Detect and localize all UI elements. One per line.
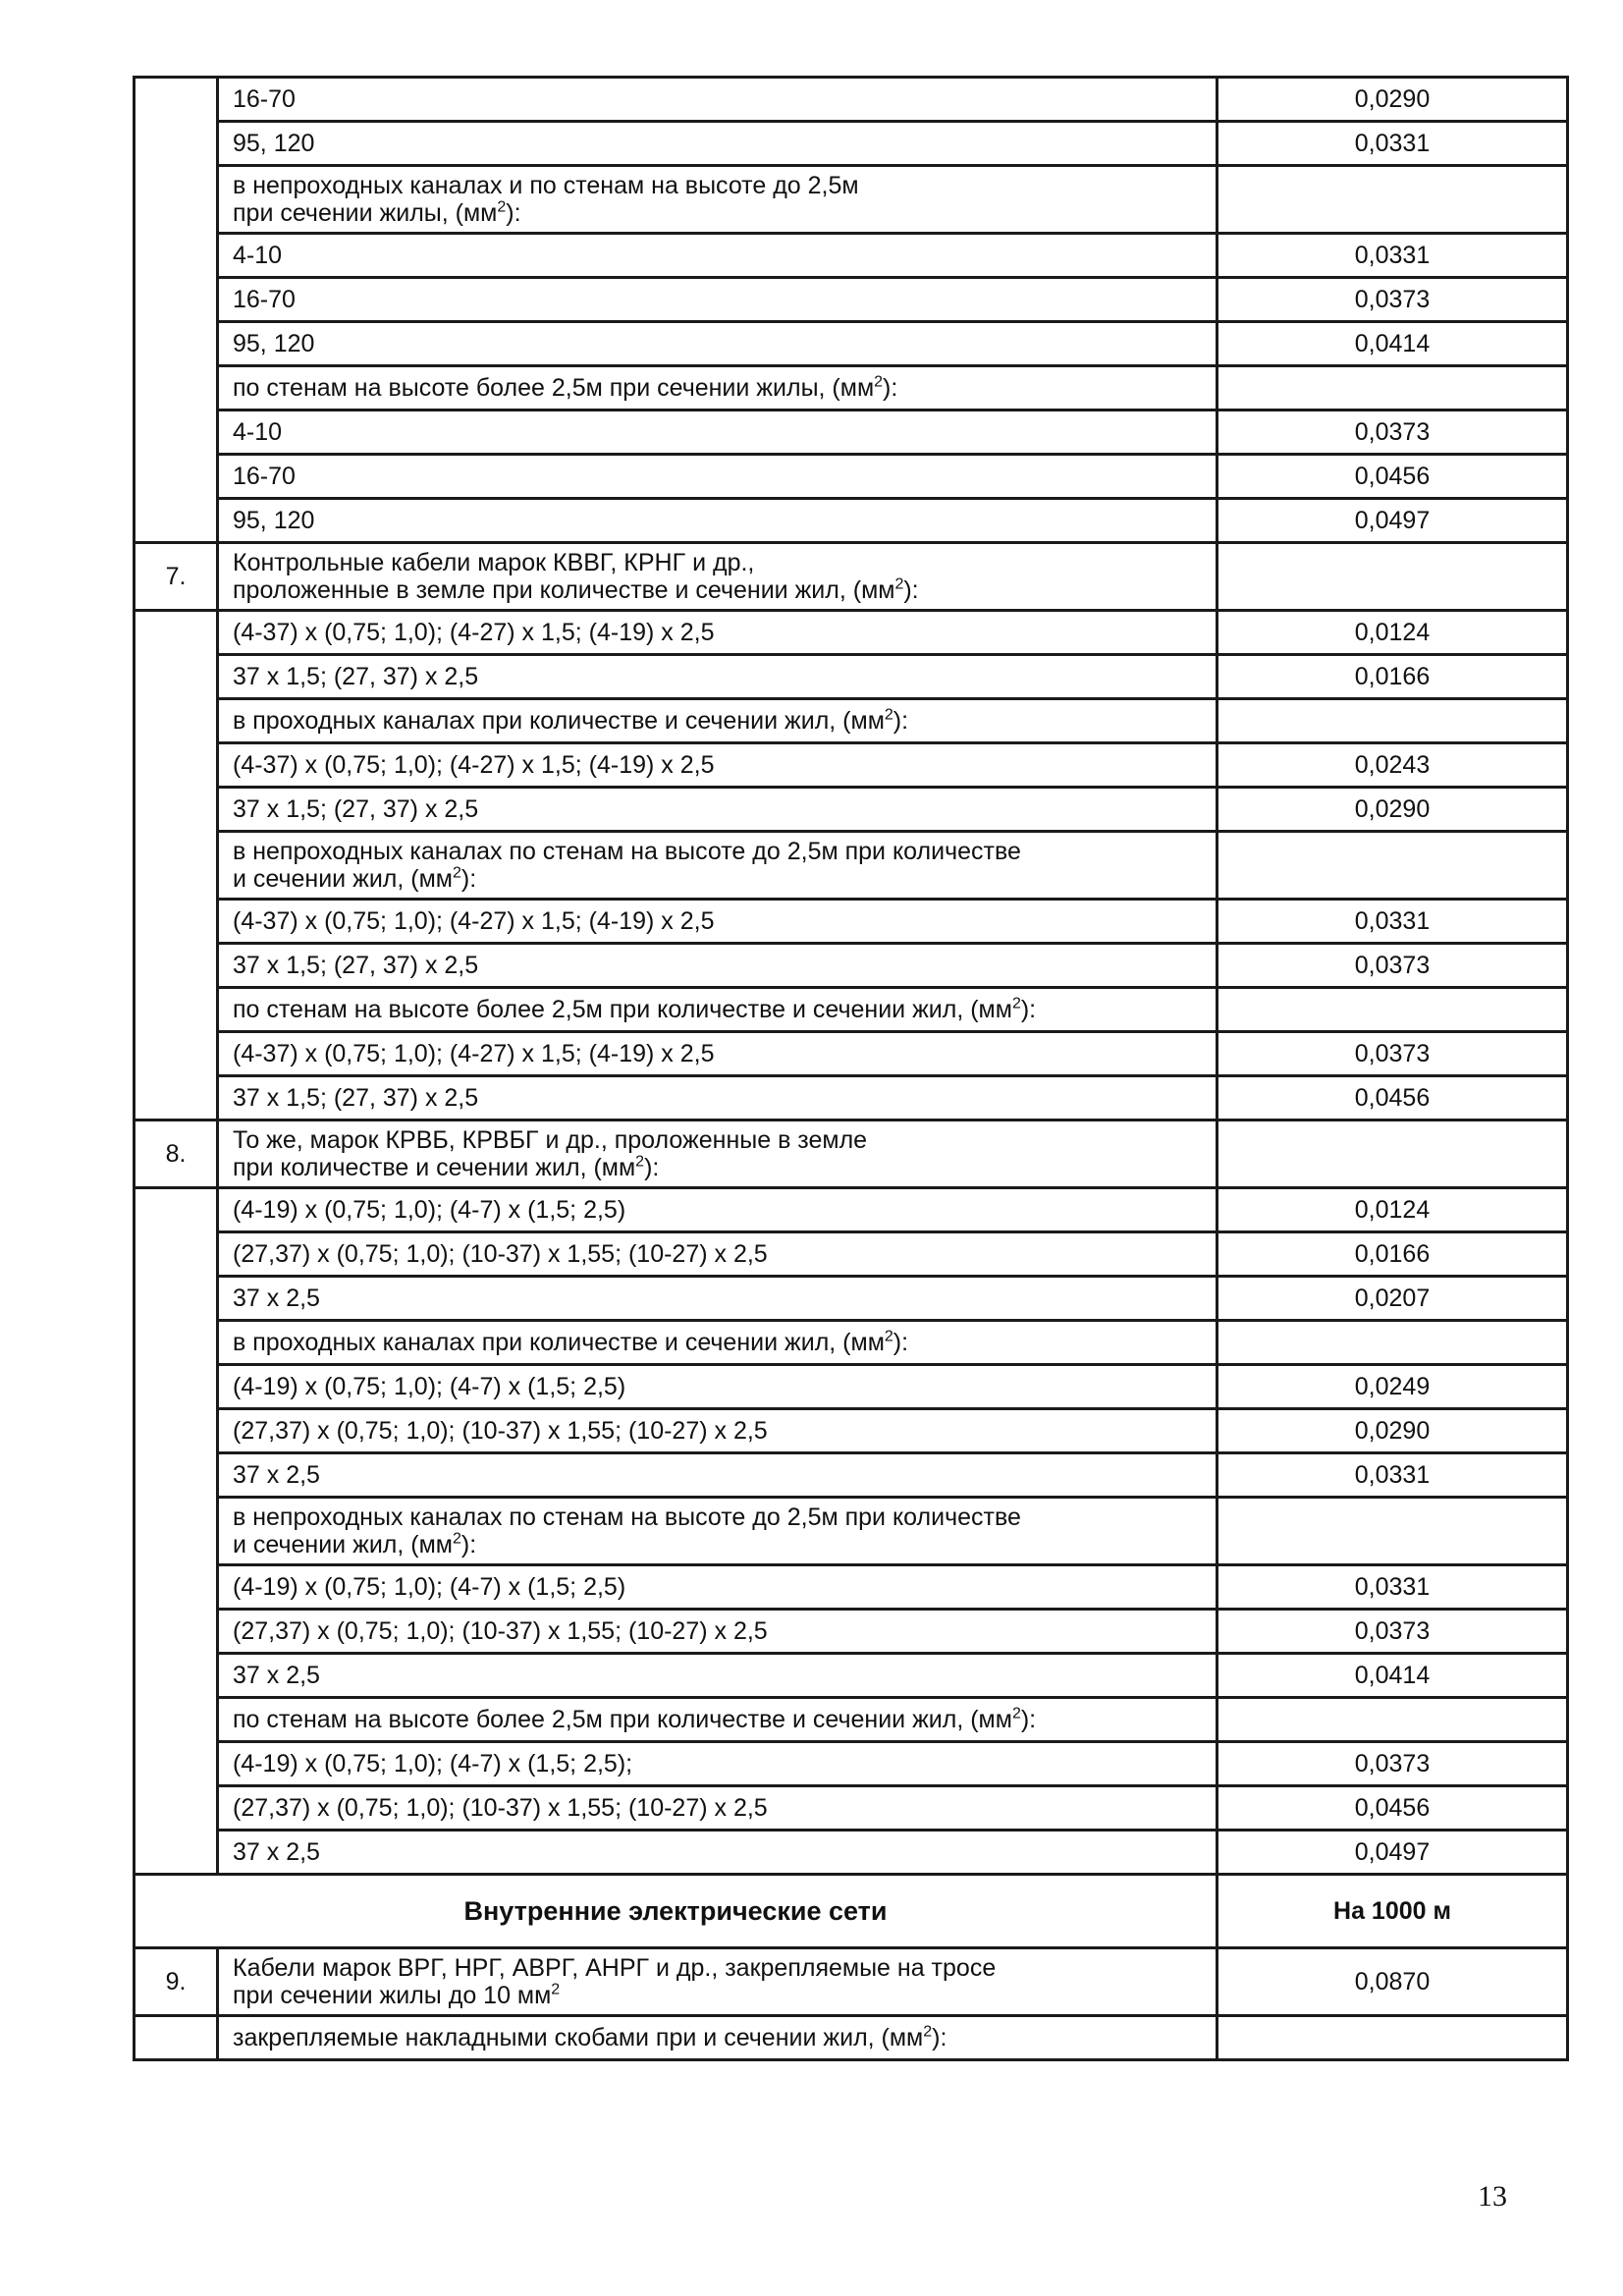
row-value [1217, 988, 1568, 1032]
superscript-tail: ): [506, 199, 521, 227]
row-description [218, 611, 1217, 655]
table-row [135, 166, 1568, 234]
row-description [218, 1565, 1217, 1610]
page-number: 13 [1478, 2180, 1507, 2213]
row-description [218, 499, 1217, 543]
row-description [218, 278, 1217, 322]
row-value: 0,0373 [1217, 944, 1568, 988]
row-number [135, 2016, 218, 2060]
table-row [135, 2016, 1568, 2060]
row-value: 0,0249 [1217, 1365, 1568, 1409]
row-value: 0,0456 [1217, 1076, 1568, 1121]
row-value [1217, 1321, 1568, 1365]
row-description [218, 944, 1217, 988]
desc-line-1: 4-10 [233, 242, 283, 269]
table-row [135, 900, 1568, 944]
superscript-tail: ): [903, 576, 919, 604]
row-description [218, 1032, 1217, 1076]
row-description [218, 322, 1217, 366]
row-description [218, 1831, 1217, 1875]
row-description [218, 1277, 1217, 1321]
row-value: 0,0124 [1217, 1188, 1568, 1232]
row-description [218, 1409, 1217, 1453]
row-description [218, 366, 1217, 410]
superscript-tail: ): [893, 1329, 909, 1356]
desc-line-1: 37 х 1,5; (27, 37) х 2,5 [233, 663, 479, 690]
superscript: 2 [452, 864, 461, 882]
row-description [218, 2016, 1217, 2060]
row-description [218, 1365, 1217, 1409]
row-description [218, 788, 1217, 832]
table-row [135, 234, 1568, 278]
desc-line-1: 16-70 [233, 85, 296, 113]
row-value: 0,0331 [1217, 234, 1568, 278]
row-description [218, 1742, 1217, 1786]
desc-line-1: 4-10 [233, 418, 283, 446]
table-row [135, 1321, 1568, 1365]
row-value [1217, 699, 1568, 743]
desc-line-1: (4-37) х (0,75; 1,0); (4-27) х 1,5; (4-19) х 2,5 [233, 907, 715, 935]
table-row [135, 743, 1568, 788]
superscript-tail: ): [460, 865, 477, 893]
superscript: 2 [884, 1328, 893, 1345]
desc-line-1: 37 х 2,5 [233, 1838, 320, 1866]
norms-table [133, 76, 1569, 2061]
row-description [218, 410, 1217, 455]
row-description [218, 122, 1217, 166]
desc-line-1: То же, марок КРВБ, КРВБГ и др., проложенные в земле [233, 1126, 868, 1154]
row-value: 0,0166 [1217, 655, 1568, 699]
desc-line-2: и сечении жил, (мм [233, 865, 453, 893]
row-description [218, 988, 1217, 1032]
desc-line-1: 37 х 1,5; (27, 37) х 2,5 [233, 1084, 479, 1112]
row-value: 0,0331 [1217, 1453, 1568, 1498]
table-row [135, 499, 1568, 543]
table-row [135, 1565, 1568, 1610]
row-value [1217, 166, 1568, 234]
superscript-tail: ): [1020, 1706, 1037, 1733]
row-value [1217, 366, 1568, 410]
table-row [135, 1121, 1568, 1188]
row-value: 0,0331 [1217, 900, 1568, 944]
desc-line-1: по стенам на высоте более 2,5м при сечении жилы, (мм [233, 374, 875, 402]
superscript: 2 [884, 706, 893, 724]
desc-line-1: по стенам на высоте более 2,5м при количестве и сечении жил, (мм [233, 996, 1012, 1023]
row-description [218, 1498, 1217, 1565]
desc-line-1: по стенам на высоте более 2,5м при количестве и сечении жил, (мм [233, 1706, 1012, 1733]
table-row [135, 1831, 1568, 1875]
superscript: 2 [452, 1530, 461, 1548]
row-number: 8. [135, 1121, 218, 1188]
superscript: 2 [497, 198, 507, 216]
row-description [218, 1610, 1217, 1654]
desc-line-1: Кабели марок ВРГ, НРГ, АВРГ, АНРГ и др., закрепляемые на тросе [233, 1954, 997, 1982]
superscript-tail: ): [1020, 996, 1037, 1023]
row-value: 0,0124 [1217, 611, 1568, 655]
row-number: 7. [135, 543, 218, 611]
table-row [135, 455, 1568, 499]
row-value: 0,0497 [1217, 1831, 1568, 1875]
row-description [218, 699, 1217, 743]
section-title: Внутренние электрические сети [135, 1875, 1217, 1948]
superscript: 2 [923, 2023, 933, 2041]
table-row [135, 1032, 1568, 1076]
desc-line-1: 37 х 1,5; (27, 37) х 2,5 [233, 952, 479, 979]
superscript: 2 [551, 1981, 561, 1998]
row-value: 0,0290 [1217, 1409, 1568, 1453]
superscript-tail: ): [460, 1531, 477, 1558]
section-body [135, 1875, 1568, 2060]
superscript: 2 [1011, 1705, 1021, 1722]
table-row [135, 1365, 1568, 1409]
superscript-tail: ): [893, 707, 909, 735]
row-value: 0,0870 [1217, 1948, 1568, 2016]
table-row [135, 1188, 1568, 1232]
superscript: 2 [894, 575, 904, 593]
table-row [135, 1698, 1568, 1742]
row-number [135, 1188, 218, 1875]
table-row [135, 988, 1568, 1032]
table-row [135, 1277, 1568, 1321]
section-unit: На 1000 м [1217, 1875, 1568, 1948]
desc-line-1: 95, 120 [233, 507, 315, 534]
desc-line-2: проложенные в земле при количестве и сечении жил, (мм [233, 576, 895, 604]
desc-line-1: 37 х 2,5 [233, 1461, 320, 1489]
table-row [135, 944, 1568, 988]
row-description [218, 1453, 1217, 1498]
row-value [1217, 1498, 1568, 1565]
desc-line-1: Контрольные кабели марок КВВГ, КРНГ и др., [233, 549, 755, 576]
desc-line-1: 37 х 1,5; (27, 37) х 2,5 [233, 795, 479, 823]
row-value: 0,0373 [1217, 278, 1568, 322]
desc-line-1: (27,37) х (0,75; 1,0); (10-37) х 1,55; (10-27) х 2,5 [233, 1417, 768, 1445]
row-value [1217, 832, 1568, 900]
desc-line-1: (4-19) х (0,75; 1,0); (4-7) х (1,5; 2,5) [233, 1196, 626, 1224]
row-value [1217, 2016, 1568, 2060]
table-row [135, 1498, 1568, 1565]
table-row [135, 543, 1568, 611]
row-value: 0,0331 [1217, 122, 1568, 166]
row-description [218, 1121, 1217, 1188]
desc-line-1: (27,37) х (0,75; 1,0); (10-37) х 1,55; (10-27) х 2,5 [233, 1794, 768, 1822]
desc-line-1: (4-19) х (0,75; 1,0); (4-7) х (1,5; 2,5); [233, 1750, 633, 1777]
desc-line-1: (4-19) х (0,75; 1,0); (4-7) х (1,5; 2,5) [233, 1373, 626, 1400]
row-value: 0,0414 [1217, 1654, 1568, 1698]
desc-line-1: 37 х 2,5 [233, 1662, 320, 1689]
table-row [135, 699, 1568, 743]
table-row [135, 1076, 1568, 1121]
desc-line-1: 95, 120 [233, 330, 315, 357]
table-row [135, 278, 1568, 322]
row-value: 0,0497 [1217, 499, 1568, 543]
table-row [135, 1742, 1568, 1786]
table-row [135, 655, 1568, 699]
desc-line-2: при сечении жилы, (мм [233, 199, 498, 227]
desc-line-2: и сечении жил, (мм [233, 1531, 453, 1558]
row-description [218, 234, 1217, 278]
row-description [218, 455, 1217, 499]
row-description [218, 1321, 1217, 1365]
section-header-row [135, 1875, 1568, 1948]
row-description [218, 1076, 1217, 1121]
table-row [135, 78, 1568, 122]
row-value: 0,0243 [1217, 743, 1568, 788]
row-value: 0,0414 [1217, 322, 1568, 366]
row-value: 0,0373 [1217, 410, 1568, 455]
row-description [218, 900, 1217, 944]
row-number [135, 78, 218, 543]
table-row [135, 366, 1568, 410]
row-value: 0,0373 [1217, 1610, 1568, 1654]
row-description [218, 166, 1217, 234]
table-row [135, 1654, 1568, 1698]
row-description [218, 1232, 1217, 1277]
row-description [218, 1698, 1217, 1742]
row-value: 0,0290 [1217, 78, 1568, 122]
row-value [1217, 1698, 1568, 1742]
superscript: 2 [1011, 995, 1021, 1012]
table-row [135, 1610, 1568, 1654]
row-value [1217, 1121, 1568, 1188]
row-number [135, 611, 218, 1121]
desc-line-1: в непроходных каналах по стенам на высоте до 2,5м при количестве [233, 1503, 1021, 1531]
desc-line-1: в непроходных каналах и по стенам на высоте до 2,5м [233, 172, 859, 199]
row-value: 0,0456 [1217, 455, 1568, 499]
row-value: 0,0290 [1217, 788, 1568, 832]
desc-line-1: закрепляемые накладными скобами при и сечении жил, (мм [233, 2024, 924, 2051]
table-row [135, 788, 1568, 832]
row-value: 0,0207 [1217, 1277, 1568, 1321]
desc-line-1: 16-70 [233, 463, 296, 490]
desc-line-2: при количестве и сечении жил, (мм [233, 1154, 636, 1181]
desc-line-1: в проходных каналах при количестве и сечении жил, (мм [233, 1329, 885, 1356]
desc-line-1: в непроходных каналах по стенам на высоте до 2,5м при количестве [233, 838, 1021, 865]
table-row [135, 611, 1568, 655]
row-value: 0,0331 [1217, 1565, 1568, 1610]
row-description [218, 1654, 1217, 1698]
row-description [218, 743, 1217, 788]
desc-line-1: 37 х 2,5 [233, 1285, 320, 1312]
desc-line-2: при сечении жилы до 10 мм [233, 1982, 552, 2009]
desc-line-1: (4-37) х (0,75; 1,0); (4-27) х 1,5; (4-19) х 2,5 [233, 1040, 715, 1067]
desc-line-1: (27,37) х (0,75; 1,0); (10-37) х 1,55; (10-27) х 2,5 [233, 1617, 768, 1645]
row-description [218, 1786, 1217, 1831]
table-body [135, 78, 1568, 1875]
superscript: 2 [874, 373, 884, 391]
superscript-tail: ): [644, 1154, 660, 1181]
row-value: 0,0373 [1217, 1032, 1568, 1076]
superscript: 2 [635, 1153, 645, 1171]
table-row [135, 322, 1568, 366]
table-row [135, 1409, 1568, 1453]
desc-line-1: в проходных каналах при количестве и сечении жил, (мм [233, 707, 885, 735]
superscript-tail: ): [932, 2024, 947, 2051]
row-description [218, 1188, 1217, 1232]
row-value: 0,0166 [1217, 1232, 1568, 1277]
table-row [135, 832, 1568, 900]
desc-line-1: (27,37) х (0,75; 1,0); (10-37) х 1,55; (10-27) х 2,5 [233, 1240, 768, 1268]
superscript-tail: ): [883, 374, 898, 402]
row-number: 9. [135, 1948, 218, 2016]
desc-line-1: (4-19) х (0,75; 1,0); (4-7) х (1,5; 2,5) [233, 1573, 626, 1601]
table-row [135, 410, 1568, 455]
desc-line-1: (4-37) х (0,75; 1,0); (4-27) х 1,5; (4-19) х 2,5 [233, 619, 715, 646]
row-description [218, 543, 1217, 611]
table-row [135, 1232, 1568, 1277]
table-row [135, 122, 1568, 166]
row-description [218, 655, 1217, 699]
row-value: 0,0373 [1217, 1742, 1568, 1786]
row-description [218, 832, 1217, 900]
table-row [135, 1948, 1568, 2016]
table-row [135, 1453, 1568, 1498]
desc-line-1: 16-70 [233, 286, 296, 313]
row-description [218, 78, 1217, 122]
row-value [1217, 543, 1568, 611]
table-row [135, 1786, 1568, 1831]
row-description [218, 1948, 1217, 2016]
desc-line-1: 95, 120 [233, 130, 315, 157]
row-value: 0,0456 [1217, 1786, 1568, 1831]
desc-line-1: (4-37) х (0,75; 1,0); (4-27) х 1,5; (4-19) х 2,5 [233, 751, 715, 779]
